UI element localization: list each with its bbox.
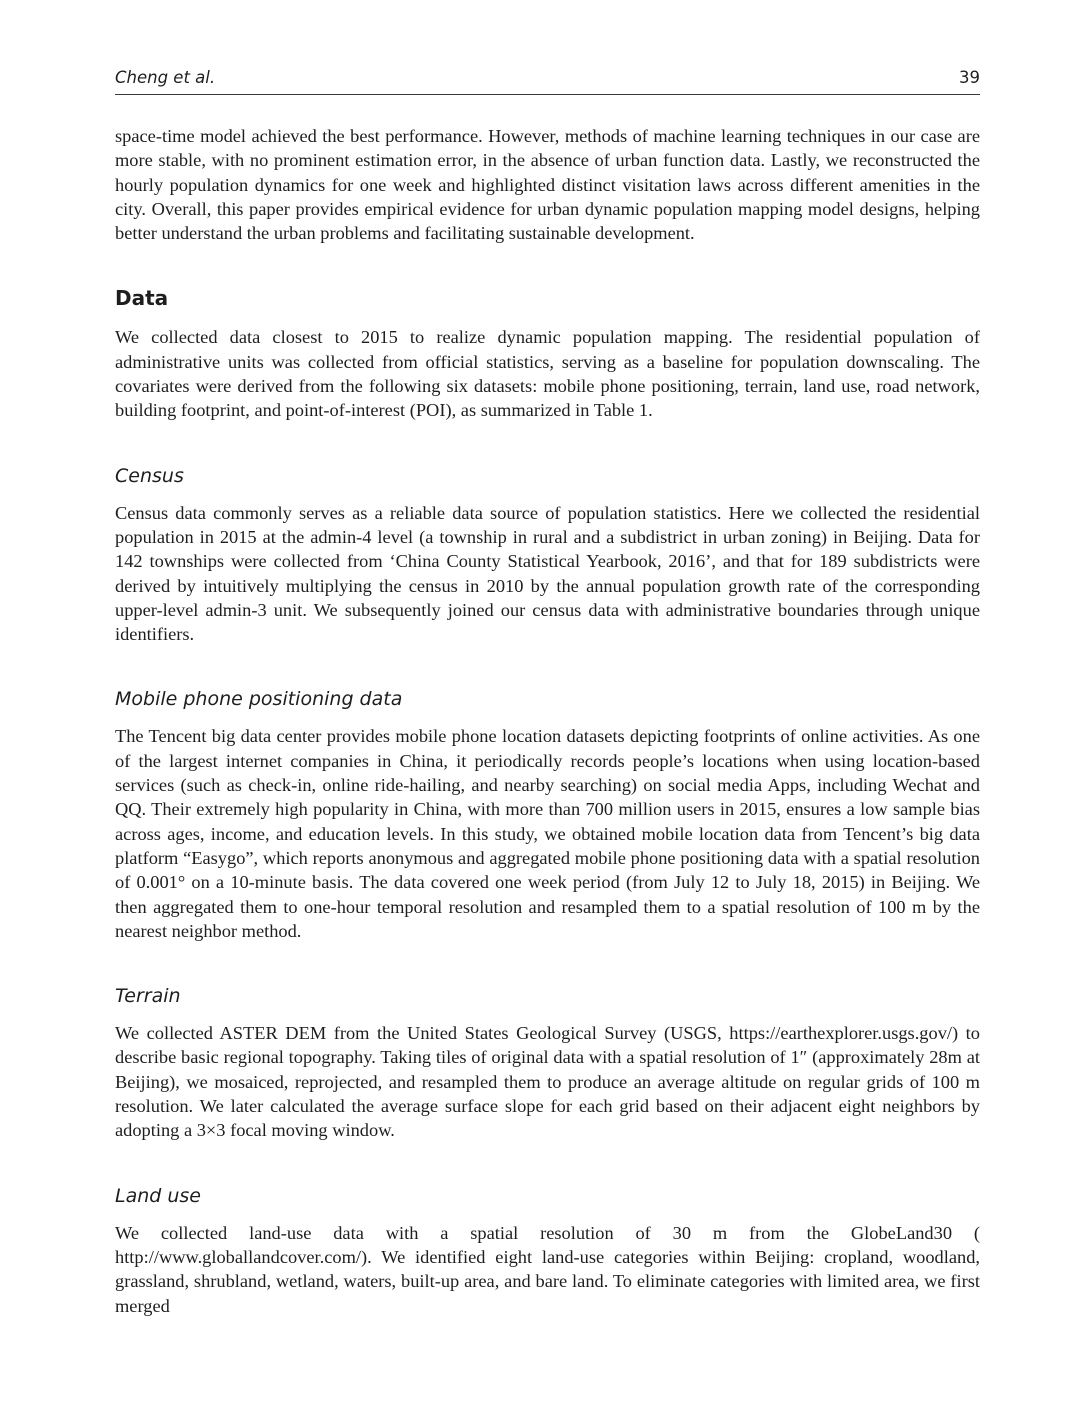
- data-section-paragraph: We collected data closest to 2015 to realize dynamic population mapping. The residential population of administrative units was collected from official statistics, serving as a baseline for population downscaling. The covariates were derived from the following six datasets: mobile phone positioning, terrain, land use, road network, building footprint, and point-of-interest (POI), as summarized in Table 1.: [115, 327, 980, 421]
- land-use-paragraph: We collected land-use data with a spatial resolution of 30 m from the GlobeLand30 ( http://www.globallandcover.com/). We identified eight land-use categories within Beijing: cropland, woodland, grassland, shrubland, wetland, waters, built-up area, and bare land. To eliminate categories with limited area, we first merged: [115, 1222, 980, 1316]
- running-head-author: Cheng et al.: [115, 68, 216, 87]
- census-heading: Census: [115, 464, 184, 487]
- page-number: 39: [959, 68, 980, 87]
- terrain-heading: Terrain: [115, 985, 181, 1008]
- data-section-heading: Data: [115, 286, 169, 311]
- terrain-paragraph: We collected ASTER DEM from the United States Geological Survey (USGS, https://earthexplorer.usgs.gov/) to describe basic regional topography. Taking tiles of original data with a spatial resolution of 1″ (approximately 28m at Beijing), we mosaiced, reprojected, and resampled them to produce an average altitude on regular grids of 100 m resolution. We later calculated the average surface slope for each grid based on their adjacent eight neighbors by adopting a 3×3 focal moving window.: [115, 1023, 980, 1141]
- article-body: [115, 124, 980, 1318]
- land-use-heading: Land use: [115, 1184, 202, 1207]
- mobile-heading: Mobile phone positioning data: [115, 688, 403, 711]
- running-head: [115, 66, 980, 95]
- intro-paragraph: space-time model achieved the best performance. However, methods of machine learning techniques in our case are more stable, with no prominent estimation error, in the absence of urban function data. Lastly, we reconstructed the hourly population dynamics for one week and highlighted distinct visitation laws across different amenities in the city. Overall, this paper provides empirical evidence for urban dynamic population mapping model designs, helping better understand the urban problems and facilitating sustainable development.: [115, 126, 980, 244]
- census-paragraph: Census data commonly serves as a reliable data source of population statistics. Here we collected the residential population in 2015 at the admin-4 level (a township in rural and a subdistrict in urban zoning) in Beijing. Data for 142 townships were collected from ‘China County Statistical Yearbook, 2016’, and that for 189 subdistricts were derived by intuitively multiplying the census in 2010 by the annual population growth rate of the corresponding upper-level admin-3 unit. We subsequently joined our census data with administrative boundaries through unique identifiers.: [115, 502, 980, 645]
- mobile-paragraph: The Tencent big data center provides mobile phone location datasets depicting footprints of online activities. As one of the largest internet companies in China, it periodically records people’s locations when using location-based services (such as check-in, online ride-hailing, and nearby searching) on social media Apps, including Wechat and QQ. Their extremely high popularity in China, with more than 700 million users in 2015, ensures a low sample bias across ages, income, and education levels. In this study, we obtained mobile location data from Tencent’s big data platform “Easygo”, which reports anonymous and aggregated mobile phone positioning data with a spatial resolution of 0.001° on a 10-minute basis. The data covered one week period (from July 12 to July 18, 2015) in Beijing. We then aggregated them to one-hour temporal resolution and resampled them to a spatial resolution of 100 m by the nearest neighbor method.: [115, 726, 980, 941]
